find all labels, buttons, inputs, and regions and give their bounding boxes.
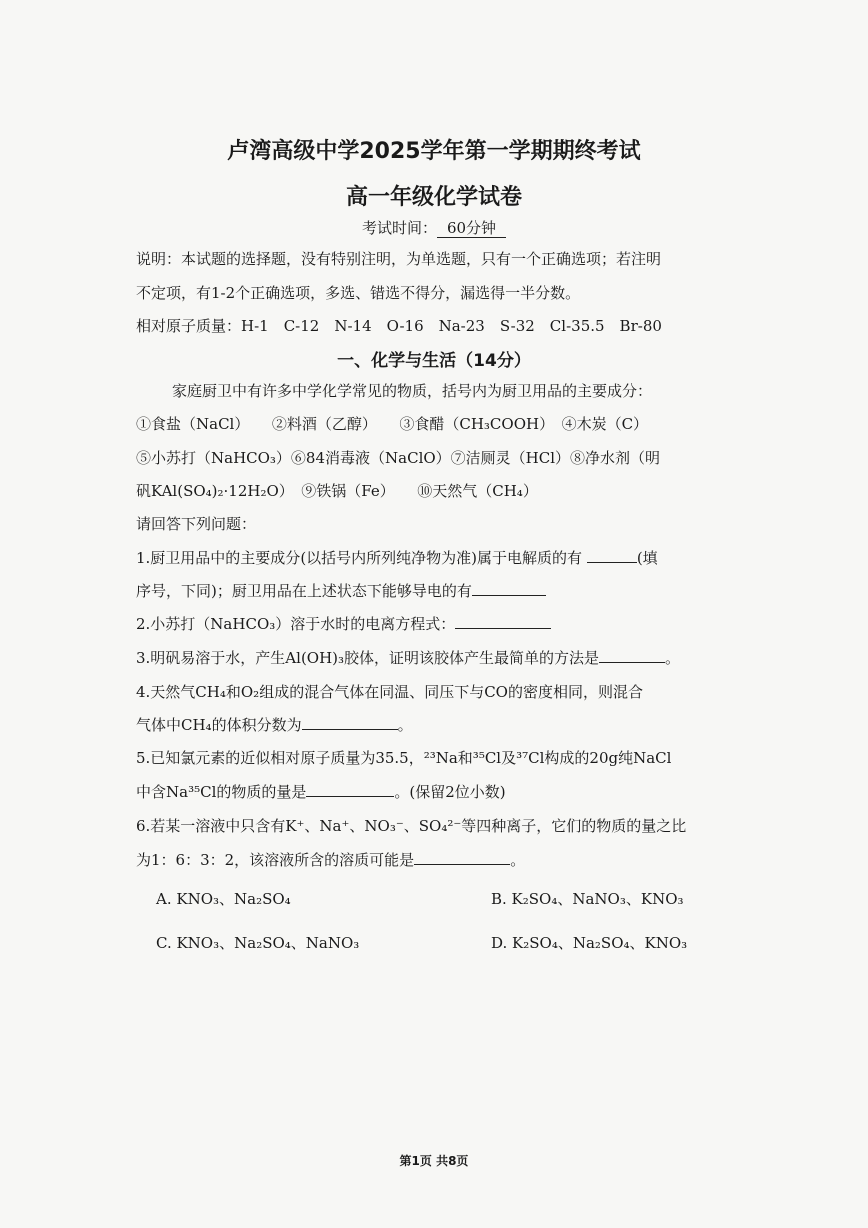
q5-end: 。(保留2位小数) bbox=[394, 783, 506, 801]
page-footer: 第1页 共8页 bbox=[399, 1154, 469, 1168]
instructions-line-2: 不定项，有1-2个正确选项，多选、错选不得分，漏选得一半分数。 bbox=[136, 284, 581, 302]
q1-fill-note: (填 bbox=[636, 549, 658, 567]
question-5-line-2 bbox=[136, 781, 506, 802]
question-1-line-2 bbox=[136, 580, 546, 601]
q4-end: 。 bbox=[397, 716, 413, 734]
option-b[interactable]: B. K₂SO₄、NaNO₃、KNO₃ bbox=[491, 890, 684, 908]
section-heading: 一、化学与生活（14分） bbox=[337, 351, 531, 371]
question-5-line-1: 5.已知氯元素的近似相对原子质量为35.5，²³Na和³⁵Cl及³⁷Cl构成的20g纯NaCl bbox=[136, 749, 672, 767]
option-a[interactable]: A. KNO₃、Na₂SO₄ bbox=[156, 890, 291, 908]
atomic-mass-line: 相对原子质量：H-1 C-12 N-14 O-16 Na-23 S-32 Cl-35.5 Br-80 bbox=[136, 317, 662, 335]
q5-text: 中含Na³⁵Cl的物质的量是 bbox=[136, 783, 307, 801]
q5-blank[interactable] bbox=[306, 782, 394, 797]
section-intro: 家庭厨卫中有许多中学化学常见的物质，括号内为厨卫用品的主要成分： bbox=[172, 382, 653, 400]
q3-text: 3.明矾易溶于水，产生Al(OH)₃胶体，证明该胶体产生最简单的方法是 bbox=[136, 649, 600, 667]
option-d[interactable]: D. K₂SO₄、Na₂SO₄、KNO₃ bbox=[491, 934, 688, 952]
q1-text: 1.厨卫用品中的主要成分(以括号内所列纯净物为准)属于电解质的有 bbox=[136, 549, 583, 567]
q1-blank-1[interactable] bbox=[587, 548, 637, 563]
q4-blank[interactable] bbox=[302, 715, 398, 730]
q1-blank-2[interactable] bbox=[472, 581, 546, 596]
instructions-line-1: 说明：本试题的选择题，没有特别注明，为单选题，只有一个正确选项；若注明 bbox=[136, 250, 662, 268]
question-6-line-2 bbox=[136, 849, 525, 870]
q4-text: 气体中CH₄的体积分数为 bbox=[136, 716, 302, 734]
question-6-line-1: 6.若某一溶液中只含有K⁺、Na⁺、NO₃⁻、SO₄²⁻等四种离子，它们的物质的量之比 bbox=[136, 817, 687, 835]
q2-text: 2.小苏打（NaHCO₃）溶于水时的电离方程式： bbox=[136, 615, 456, 633]
question-4-line-2 bbox=[136, 714, 413, 735]
time-label: 考试时间： bbox=[361, 219, 437, 237]
question-4-line-1: 4.天然气CH₄和O₂组成的混合气体在同温、同压下与CO的密度相同，则混合 bbox=[136, 683, 643, 701]
q6-blank[interactable] bbox=[414, 850, 510, 865]
items-row-3: 矾KAl(SO₄)₂·12H₂O） ⑨铁锅（Fe） ⑩天然气（CH₄） bbox=[136, 482, 538, 500]
exam-time bbox=[0, 217, 868, 238]
q1-text-2: 序号，下同)；厨卫用品在上述状态下能够导电的有 bbox=[136, 582, 472, 600]
q2-blank[interactable] bbox=[455, 614, 551, 629]
q6-end: 。 bbox=[510, 851, 526, 869]
q3-blank[interactable] bbox=[599, 648, 665, 663]
time-value: 60分钟 bbox=[437, 219, 506, 238]
answer-prompt: 请回答下列问题： bbox=[136, 515, 257, 533]
question-1-line-1 bbox=[136, 547, 658, 568]
question-3 bbox=[136, 647, 680, 668]
exam-title: 卢湾高级中学2025学年第一学期期终考试 bbox=[227, 139, 641, 164]
items-row-2: ⑤小苏打（NaHCO₃）⑥84消毒液（NaClO）⑦洁厕灵（HCl）⑧净水剂（明 bbox=[136, 449, 661, 467]
question-2 bbox=[136, 613, 551, 634]
exam-subtitle: 高一年级化学试卷 bbox=[345, 185, 522, 210]
q3-end: 。 bbox=[665, 649, 681, 667]
items-row-1: ①食盐（NaCl） ②料酒（乙醇） ③食醋（CH₃COOH） ④木炭（C） bbox=[136, 415, 649, 433]
option-c[interactable]: C. KNO₃、Na₂SO₄、NaNO₃ bbox=[156, 934, 360, 952]
q6-text: 为1：6：3：2，该溶液所含的溶质可能是 bbox=[136, 851, 415, 869]
